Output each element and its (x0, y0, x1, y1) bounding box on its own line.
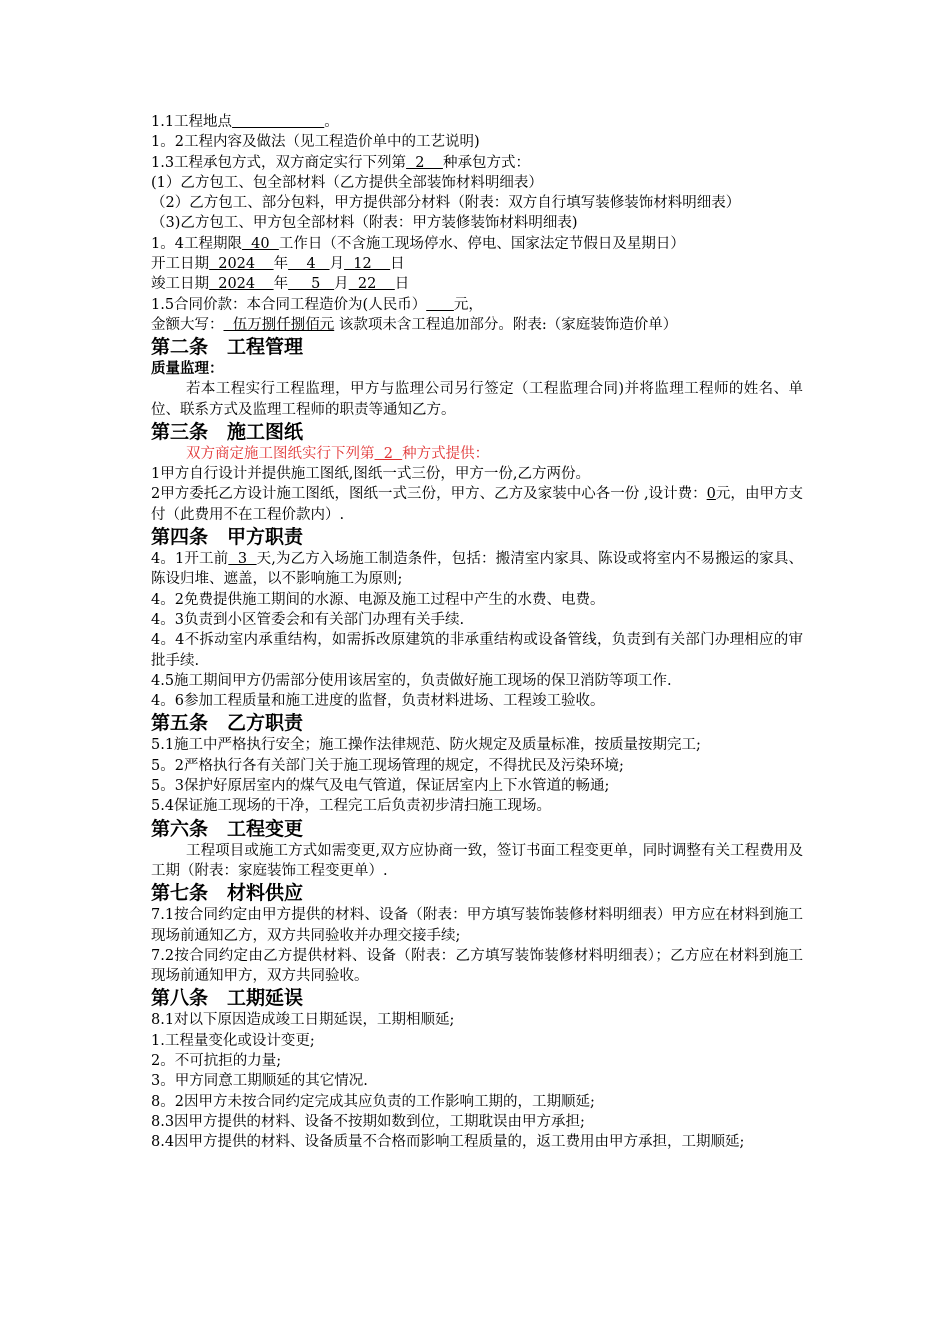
contract-page (151, 112, 803, 1152)
clause-1-5 (151, 295, 803, 315)
section-2-text: 若本工程实行工程监理，甲方与监理公司另行签定（工程监理合同)并将监理工程师的姓名、单位、联系方式及监理工程师的职责等通知乙方。 (151, 381, 803, 418)
clause-8-2: 8。2因甲方未按合同约定完成其应负责的工作影响工期的，工期顺延; (151, 1093, 595, 1110)
option-3: （3)乙方包工、甲方包全部材料（附表：甲方装修装饰材料明细表) (151, 215, 578, 232)
design-fee-value: 0 (706, 486, 716, 503)
text: 该款项未含工程追加部分。附表:（家庭装饰造价单） (338, 316, 678, 333)
end-date-label: 竣工日期 (151, 276, 209, 293)
end-date (151, 274, 803, 294)
clause-8-1: 8.1对以下原因造成竣工日期延误，工期相顺延; (151, 1012, 455, 1029)
clause-4-4: 4。4不拆动室内承重结构，如需拆改原建筑的非承重结构或设备管线，负责到有关部门办理相应的审批手续. (151, 632, 803, 669)
section-6-title: 第六条 工程变更 (151, 817, 304, 840)
contract-type-value: 2 (406, 154, 443, 171)
quality-supervision-label: 质量监理： (151, 360, 224, 378)
text: 1.3工程承包方式，双方商定实行下列第 (151, 154, 407, 171)
section-3-title: 第三条 施工图纸 (151, 420, 304, 443)
clause-5-3: 5。3保护好原居室内的煤气及电气管道，保证居室内上下水管道的畅通; (151, 778, 610, 795)
text: 2甲方委托乙方设计施工图纸，图纸一式三份，甲方、乙方及家装中心各一份 ,设计费： (151, 486, 707, 503)
amount-label: 金额大写： (151, 316, 224, 333)
start-month: 4 (288, 256, 330, 273)
text: 工作日（不含施工现场停水、停电、国家法定节假日及星期日） (278, 235, 685, 252)
days-before-value: 3 (228, 551, 257, 568)
clause-4-6: 4。6参加工程质量和施工进度的监督，负责材料进场、工程竣工验收。 (151, 693, 605, 710)
option-2: （2）乙方包工、部分包料，甲方提供部分材料（附表：双方自行填写装修装饰材料明细表） (151, 195, 741, 212)
section-5-title: 第五条 乙方职责 (151, 712, 304, 735)
period-value: 40 (241, 235, 279, 252)
clause-7-2: 7.2按合同约定由乙方提供材料、设备（附表：乙方填写装饰装修材料明细表）；乙方应在材料到施工现场前通知甲方，双方共同验收。 (151, 947, 803, 985)
clause-8-4: 8.4因甲方提供的材料、设备质量不合格而影响工程质量的，返工费用由甲方承担，工期顺延; (151, 1134, 745, 1151)
section-6-text: 工程项目或施工方式如需变更,双方应协商一致，签订书面工程变更单，同时调整有关工程费用及工期（附表：家庭装饰工程变更单）. (151, 842, 803, 879)
drawing-option-2 (151, 484, 803, 525)
start-date (151, 254, 803, 274)
clause-1-3 (151, 153, 803, 173)
text: 元， (453, 296, 483, 313)
text: 4。1开工前 (151, 551, 229, 568)
year-label: 年 (273, 276, 289, 293)
clause-5-2: 5。2严格执行各有关部门关于施工现场管理的规定，不得扰民及污染环境; (151, 757, 624, 774)
clause-5-1: 5.1施工中严格执行安全；施工操作法律规范、防火规定及质量标准，按质量按期完工; (151, 737, 701, 754)
end-year: 2024 (209, 276, 274, 293)
text: 天,为乙方入场施工制造条件，包括：搬清室内家具、陈设或将室内不易搬运的家具、陈设归堆、遮盖，以不影响施工为原则; (151, 551, 804, 588)
start-year: 2024 (209, 256, 274, 273)
clause-1-4 (151, 234, 803, 254)
clause-4-3: 4。3负责到小区管委会和有关部门办理有关手续. (151, 611, 465, 628)
section-8-title: 第八条 工期延误 (151, 987, 304, 1010)
text: 元，由甲方支付（此费用不在工程价款内）. (151, 486, 803, 523)
clause-4-5: 4.5施工期间甲方仍需部分使用该居室的，负责做好施工现场的保卫消防等项工作. (151, 672, 672, 689)
clause-8-3: 8.3因甲方提供的材料、设备不按期如数到位，工期耽误由甲方承担; (151, 1113, 585, 1130)
clause-8-1-c: 3。甲方同意工期顺延的其它情况. (151, 1073, 368, 1090)
text: 种方式提供： (402, 445, 490, 462)
end-month: 5 (288, 276, 335, 293)
section-4-title: 第四条 甲方职责 (151, 526, 304, 549)
day-label: 日 (394, 276, 410, 293)
clause-4-2: 4。2免费提供施工期间的水源、电源及施工过程中产生的水费、电费。 (151, 591, 605, 608)
option-1: (1）乙方包工、包全部材料（乙方提供全部装饰材料明细表） (151, 174, 543, 191)
clause-7-1: 7.1按合同约定由甲方提供的材料、设备（附表：甲方填写装饰装修材料明细表）甲方应在材料到施工现场前通知乙方，双方共同验收并办理交接手续; (151, 907, 803, 944)
section-3-intro (151, 444, 803, 464)
year-label: 年 (273, 256, 289, 273)
day-label: 日 (390, 256, 405, 273)
drawing-option-1: 1甲方自行设计并提供施工图纸,图纸一式三份，甲方一份,乙方两份。 (151, 466, 590, 483)
start-date-label: 开工日期 (151, 256, 209, 273)
text: 1。4工程期限 (151, 235, 242, 252)
clause-5-4: 5.4保证施工现场的干净，工程完工后负责初步清扫施工现场。 (151, 798, 552, 815)
month-label: 月 (329, 256, 345, 273)
amount-line (151, 315, 803, 335)
text: 1.5合同价款：本合同工程造价为(人民币） (151, 296, 427, 313)
text: 双方商定施工图纸实行下列第 (186, 445, 375, 462)
drawing-method-value: 2 (374, 445, 403, 462)
section-2-title: 第二条 工程管理 (151, 336, 304, 359)
section-7-title: 第七条 材料供应 (151, 882, 304, 905)
text: 种承包方式： (442, 154, 530, 171)
text: 1.1工程地点 (151, 114, 233, 130)
amount-value: 伍万捌仟捌佰元 (223, 316, 335, 333)
clause-4-1 (151, 549, 803, 590)
site-blank (232, 114, 324, 130)
clause-8-1-a: 1.工程量变化或设计变更; (151, 1032, 315, 1049)
start-day: 12 (344, 256, 391, 273)
end-day: 22 (348, 276, 395, 293)
clause-1-1 (151, 112, 803, 132)
price-blank (426, 297, 454, 313)
month-label: 月 (334, 276, 349, 293)
clause-1-2: 1。2工程内容及做法（见工程造价单中的工艺说明) (151, 134, 480, 151)
text: 。 (324, 114, 339, 130)
clause-8-1-b: 2。不可抗拒的力量; (151, 1052, 282, 1069)
